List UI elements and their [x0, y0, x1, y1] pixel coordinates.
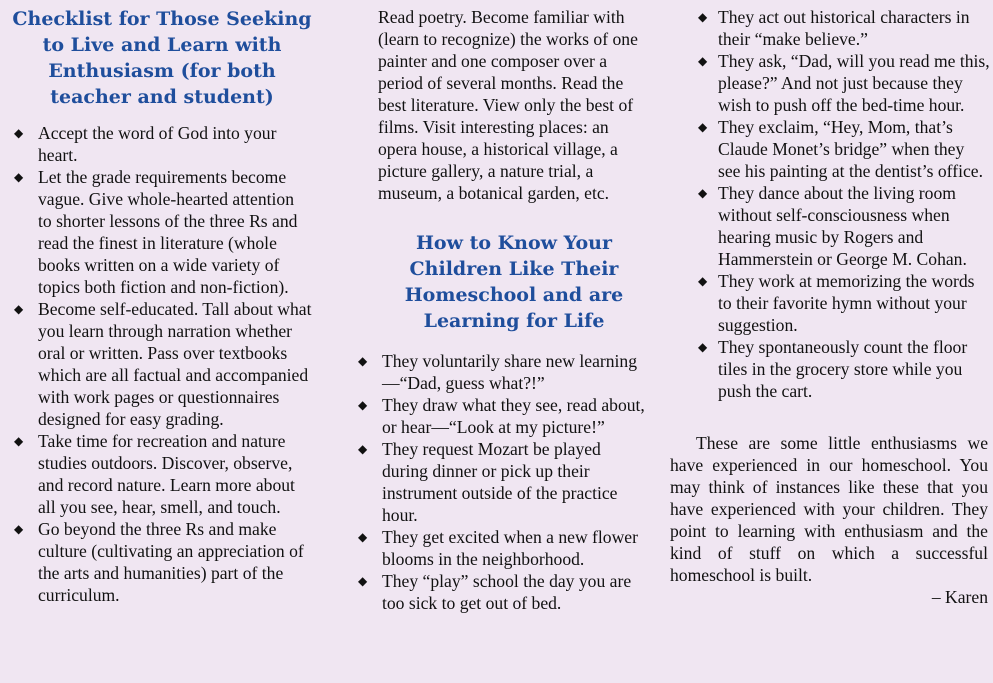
list-item: ◆ They spontaneously count the floor tiles in the grocery store while you push the cart. — [696, 336, 990, 402]
list-item: ◆ They draw what they see, read about, or hear—“Look at my picture!” — [356, 394, 648, 438]
checklist-heading: Checklist for Those Seeking to Live and Learn with Enthusiasm (for both teacher and student) — [12, 8, 312, 108]
column-3 — [670, 0, 990, 608]
list-item: ◆ They request Mozart be played during dinner or pick up their instrument outside of the practice hour. — [356, 438, 648, 526]
signs-list-continued — [696, 6, 990, 402]
list-item: ◆ They dance about the living room without self-consciousness when hearing music by Rogers and Hammerstein or George M. Cohan. — [696, 182, 990, 270]
list-item: ◆ Become self-educated. Tall about what you learn through narration whether oral or written. Pass over textbooks which are all factual and accompanied with work pages or questionnaires designed for easy grading. — [12, 298, 312, 430]
list-item: ◆ They act out historical characters in their “make believe.” — [696, 6, 990, 50]
list-item: ◆ They work at memorizing the words to their favorite hymn without your suggestion. — [696, 270, 990, 336]
column-2 — [356, 0, 648, 614]
list-item: ◆ They “play” school the day you are too sick to get out of bed. — [356, 570, 648, 614]
list-item: ◆ Take time for recreation and nature studies outdoors. Discover, observe, and record nature. Learn more about all you see, hear, smell, and touch. — [12, 430, 312, 518]
list-item: ◆ Accept the word of God into your heart. — [12, 122, 312, 166]
signs-list — [356, 350, 648, 614]
signature: – Karen — [931, 587, 988, 607]
list-item: ◆ They ask, “Dad, will you read me this, please?” And not just because they wish to push off the bed-time hour. — [696, 50, 990, 116]
closing-paragraph: These are some little enthusiasms we have experienced in our homeschool. You may think of instances like these that you have experienced with your children. They point to learning with enthusiasm and the kind of stuff on which a successful homeschool is built. — [670, 433, 988, 585]
list-item: ◆ Go beyond the three Rs and make culture (cultivating an appreciation of the arts and humanities) part of the curriculum. — [12, 518, 312, 606]
column-1 — [12, 0, 312, 606]
checklist — [12, 122, 312, 606]
list-item: ◆ They exclaim, “Hey, Mom, that’s Claude Monet’s bridge” when they see his painting at the dentist’s office. — [696, 116, 990, 182]
list-item: ◆ Let the grade requirements become vague. Give whole-hearted attention to shorter lessons of the three Rs and read the finest in literature (whole books written on a wide variety of topics both fiction and non-fiction). — [12, 166, 312, 298]
list-item-continuation: Read poetry. Become familiar with (learn to recognize) the works of one painter and one composer over a period of several months. Read the best literature. View only the best of films. Visit interesting places: an opera house, a historical village, a picture gallery, a nature trial, a museum, a botanical garden, etc. — [378, 7, 638, 203]
list-item: ◆ They voluntarily share new learning—“Dad, guess what?!” — [356, 350, 648, 394]
signs-heading: How to Know Your Children Like Their Homeschool and are Learning for Life — [404, 232, 624, 332]
list-item: ◆ They get excited when a new flower blooms in the neighborhood. — [356, 526, 648, 570]
